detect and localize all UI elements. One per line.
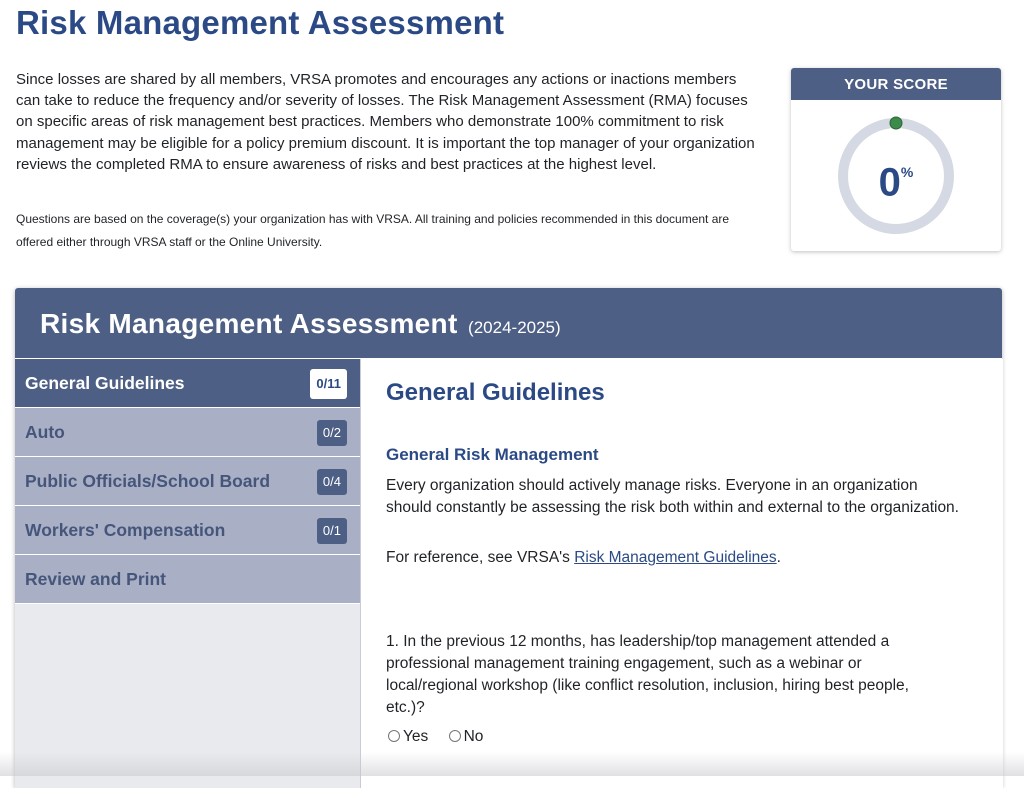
section-description: Every organization should actively manage risks. Everyone in an organization should constantly be assessing the risk both within and external to the organization.: [386, 477, 959, 516]
intro-paragraph: Since losses are shared by all members, VRSA promotes and encourages any actions or inactions members can take to reduce the frequency and/or severity of losses. The Risk Management Assessment (RMA) focuses on specific areas of risk management best practices. Members who demonstrate 100% commitment to risk management may be eligible for a policy premium discount. It is important the top manager of your organization reviews the completed RMA to ensure awareness of risks and best practices at the highest level.: [16, 71, 755, 173]
sidebar-item-workers-compensation[interactable]: [15, 506, 360, 555]
sidebar-item-label: Review and Print: [25, 569, 167, 589]
reference-prefix: For reference, see VRSA's: [386, 549, 575, 566]
sidebar-item-label: Public Officials/School Board: [25, 471, 271, 491]
section-title: General Guidelines: [386, 379, 605, 406]
sidebar-item-label: Auto: [25, 422, 65, 442]
answer-options: [386, 728, 497, 746]
answer-yes[interactable]: [386, 728, 428, 745]
score-number: 0: [878, 160, 901, 205]
question-1: 1. In the previous 12 months, has leadership/top management attended a professional management training engagement, such as a webinar or local/regional workshop (like conflict resolution, inclusion, hiring best people, etc.)?: [386, 633, 909, 716]
subsection-title: General Risk Management: [386, 445, 599, 464]
sidebar-item-label: General Guidelines: [25, 373, 185, 393]
progress-badge: 0/1: [317, 518, 347, 544]
sidebar-item-label: Workers' Compensation: [25, 520, 226, 540]
risk-management-guidelines-link[interactable]: Risk Management Guidelines: [574, 549, 777, 566]
answer-no[interactable]: [447, 728, 484, 745]
sidebar-item-public-officials[interactable]: [15, 457, 360, 506]
reference-line: [386, 549, 781, 567]
page-title: Risk Management Assessment: [16, 4, 505, 41]
reference-suffix: .: [776, 549, 781, 566]
score-value: [836, 116, 956, 236]
assessment-panel: [15, 288, 1002, 788]
answer-yes-label: Yes: [403, 728, 429, 745]
yes-radio[interactable]: [388, 730, 400, 742]
score-header: YOUR SCORE: [791, 68, 1001, 100]
sidebar-item-review-and-print[interactable]: [15, 555, 360, 604]
score-unit: %: [900, 164, 914, 180]
progress-badge: 0/11: [310, 369, 347, 399]
sidebar-item-general-guidelines[interactable]: [15, 359, 360, 408]
assessment-header: [15, 288, 1002, 358]
progress-badge: 0/2: [317, 420, 347, 446]
section-content: [360, 359, 1003, 788]
assessment-year: (2024-2025): [468, 318, 561, 337]
answer-no-label: No: [463, 728, 484, 745]
sidebar-item-auto[interactable]: [15, 408, 360, 457]
section-sidebar: [15, 359, 360, 788]
coverage-note: Questions are based on the coverage(s) your organization has with VRSA. All training and policies recommended in this document are offered either through VRSA staff or the Online University.: [16, 212, 730, 249]
progress-badge: 0/4: [317, 469, 347, 495]
assessment-title: Risk Management Assessment: [40, 308, 458, 339]
score-card: [791, 68, 1001, 251]
no-radio[interactable]: [449, 730, 461, 742]
